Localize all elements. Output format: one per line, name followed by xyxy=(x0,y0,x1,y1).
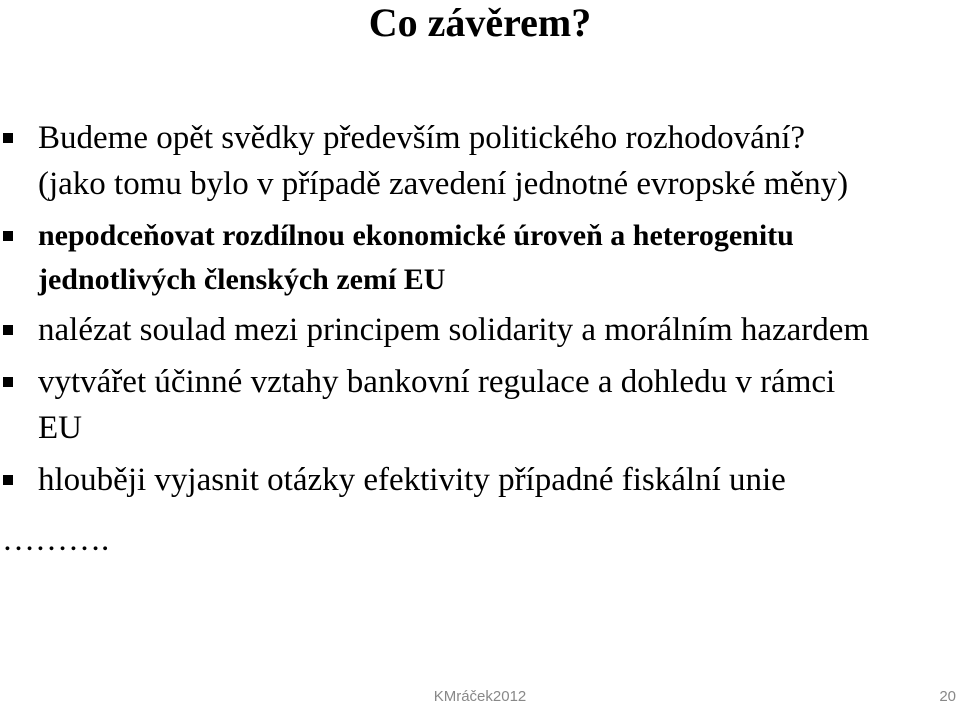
bullet-1-line-2: (jako tomu bylo v případě zavedení jednotné evropské měny) xyxy=(38,166,849,202)
square-bullet-icon xyxy=(3,133,13,143)
square-bullet-icon xyxy=(3,377,13,387)
bullet-4-line-1: vytvářet účinné vztahy bankovní regulace a dohledu v rámci xyxy=(38,364,836,400)
bullet-2-line-2: jednotlivých členských zemí EU xyxy=(38,263,446,296)
square-bullet-icon xyxy=(3,231,13,241)
bullet-1-line-1: Budeme opět svědky především politického rozhodování? xyxy=(38,120,806,156)
bullet-4-line-2: EU xyxy=(38,410,82,446)
square-bullet-icon xyxy=(3,325,13,335)
page-number: 20 xyxy=(939,688,956,705)
bullet-2-line-1: nepodceňovat rozdílnou ekonomické úroveň a heterogenitu xyxy=(38,219,794,252)
slide-title: Co závěrem? xyxy=(368,0,592,45)
footer-author: KMráček2012 xyxy=(433,688,527,705)
bullet-3-line-1: nalézat soulad mezi principem solidarity a morálním hazardem xyxy=(38,312,870,348)
continuation-ellipsis: ………. xyxy=(2,522,110,558)
bullet-5-line-1: hlouběji vyjasnit otázky efektivity případné fiskální unie xyxy=(38,462,786,498)
square-bullet-icon xyxy=(3,475,13,485)
